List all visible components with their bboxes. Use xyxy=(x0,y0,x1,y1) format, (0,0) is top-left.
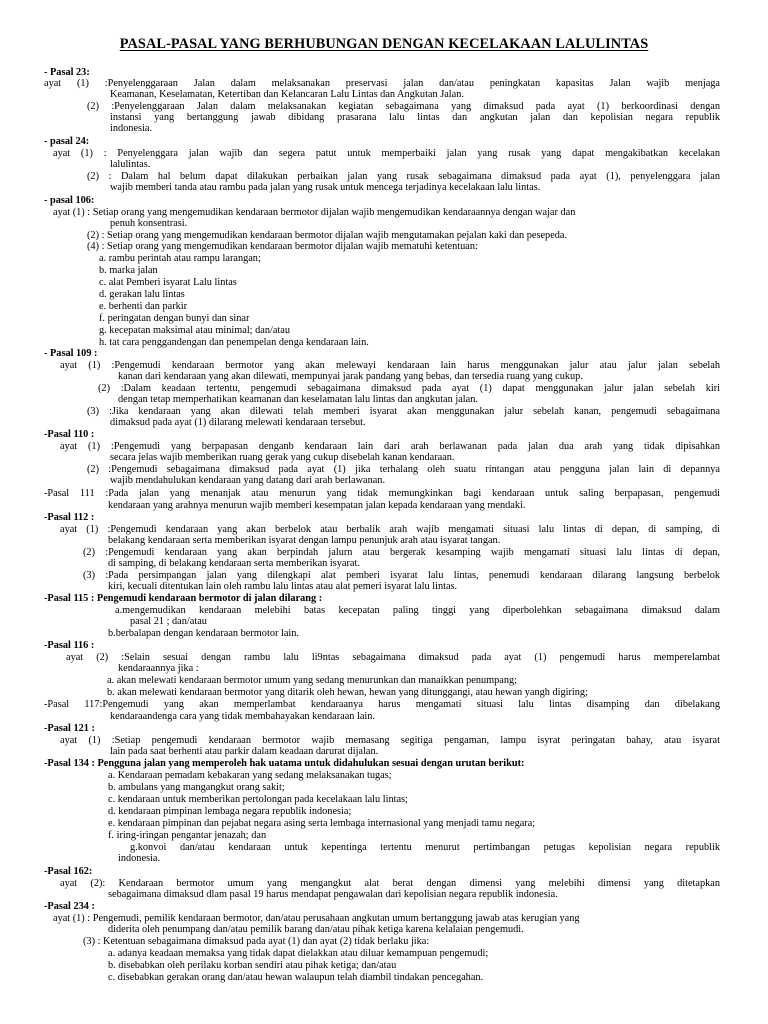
document-line: kanan dari kendaraan yang akan dilewati, mempunyai jarak pandang yang bebas, dan tersedia ruang yang cukup. xyxy=(118,371,583,382)
document-line: wajib memberi tanda atau rambu pada jalan yang rusak untuk mencega terjadinya kecelakaan lalu lintas. xyxy=(110,182,541,193)
document-line: c. alat Pemberi isyarat Lalu lintas xyxy=(99,277,237,288)
document-line: ayat (1) :Pengemudi kendaraan bermotor yang akan melewayi kendaraan lain harus menggunakan jalur atau jalur jalan sebelah xyxy=(60,360,720,371)
document-line: a. adanya keadaan memaksa yang tidak dapat dielakkan atau diluar kemampuan pengemudi; xyxy=(108,948,489,959)
document-line: sebagaimana dimaksud dlam pasal 19 harus mendapat pengawalan dari kepolisian negara republik indonesia. xyxy=(108,889,558,900)
document-line: ayat (1) :Setiap pengemudi kendaraan bermotor wajib memasang segitiga pengaman, lampu isyrat peringatan bahay, atau isyarat xyxy=(60,735,720,746)
document-line: dimaksud pada ayat (1) dilarang melewati kendaraan tersebut. xyxy=(110,417,366,428)
document-line: ayat (1) :Penyelenggaraan Jalan dalam melaksanakan preservasi jalan dan/atau peningkatan kapasitas Jalan wajib menjaga xyxy=(44,78,720,89)
document-line: (3) : Ketentuan sebagaimana dimaksud pada ayat (1) dan ayat (2) tidak berlaku jika: xyxy=(83,936,430,947)
article-heading: - Pasal 23: xyxy=(44,67,90,78)
article-heading: - pasal 24: xyxy=(44,136,90,147)
document-line: belakang kendaraan serta memberikan isyarat dengan lampu penunjuk arah atau isyarat tangan. xyxy=(108,535,501,546)
document-line: pasal 21 ; dan/atau xyxy=(130,616,207,627)
document-line: f. peringatan dengan bunyi dan sinar xyxy=(99,313,250,324)
document-line: (3) :Pada persimpangan jalan yang dilengkapi alat pemberi isyarat lalu lintas, penemudi kendaraan dilarang langsung berbelok xyxy=(83,570,720,581)
document-line: c. disebabkan gerakan orang dan/atau hewan walaupun telah diambil tindakan pencegahan. xyxy=(108,972,484,983)
article-heading: -Pasal 121 : xyxy=(44,723,95,734)
document-line: kendaraannya jika : xyxy=(118,663,199,674)
document-line: indonesia. xyxy=(118,853,161,864)
document-line: lain pada saat berhenti atau parkir dalam keadaan darurat dijalan. xyxy=(110,746,379,757)
document-line: ayat (2) :Selain sesuai dengan rambu lalu li9ntas sebagaimana dimaksud pada ayat (1) pengemudi harus memperelambat xyxy=(66,652,720,663)
document-line: b. marka jalan xyxy=(99,265,158,276)
document-line: ayat (1) :Pengemudi yang berpapasan denganb kendaraan lain dari arah berlawanan pada jalan dua arah yang tidak dipisahkan xyxy=(60,441,720,452)
document-line: g.konvoi dan/atau kendaraan untuk kepentinga tertentu menurut pertimbangan petugas kepolisian negara republik xyxy=(130,842,720,853)
document-title: PASAL-PASAL YANG BERHUBUNGAN DENGAN KECELAKAAN LALULINTAS xyxy=(119,36,649,52)
article-heading: -Pasal 116 : xyxy=(44,640,95,651)
document-line: penuh konsentrasi. xyxy=(110,218,188,229)
document-line: h. tat cara penggandengan dan penempelan denga kendaraan lain. xyxy=(99,337,369,348)
document-line: b. disebabkan oleh perilaku korban sendiri atau pihak ketiga; dan/atau xyxy=(108,960,397,971)
document-line: indonesia. xyxy=(110,123,153,134)
document-line: e. kendaraan pimpinan dan pejabat negara asing serta lembaga internasional yang menjadi tamu negara; xyxy=(108,818,536,829)
document-line: ayat (2): Kendaraan bermotor umum yang mengangkut alat berat dengan dimensi yang melebihi dimensi yang ditetapkan xyxy=(60,878,720,889)
document-line: (2) :Penyelenggaraan Jalan dalam melaksanakan kegiatan sebagaimana yang dimaksud pada ayat (1) berkoordinasi dengan xyxy=(87,101,720,112)
article-heading: -Pasal 134 : Pengguna jalan yang memperoleh hak uatama untuk didahulukan sesuai dengan urutan berikut: xyxy=(44,758,525,769)
document-line: secara jelas wajib memberikan ruang gerak yang cukup disebelah kanan kendaraan. xyxy=(110,452,455,463)
document-line: d. gerakan lalu lintas xyxy=(99,289,185,300)
document-line: lalulintas. xyxy=(110,159,151,170)
document-line: dengan tetap memperhatikan keamanan dan keselamatan lalu lintas dan angkutan jalan. xyxy=(118,394,478,405)
document-line: kiri, kecuali ditentukan lain oleh rambu lalu lintas atau alat pemeri isyarat lalu lintas. xyxy=(108,581,458,592)
document-line: instansi yang bertanggung jawab dibidang prasarana lalu lintas dan angkutan jalan dan kepolisian negara republik xyxy=(110,112,720,123)
article-heading: -Pasal 234 : xyxy=(44,901,95,912)
document-line: f. iring-iringan pengantar jenazah; dan xyxy=(108,830,267,841)
document-line: Keamanan, Keselamatan, Ketertiban dan Kelancaran Lalu Lintas dan Angkutan Jalan. xyxy=(110,89,464,100)
article-heading: - Pasal 109 : xyxy=(44,348,98,359)
article-heading: -Pasal 162: xyxy=(44,866,93,877)
document-line: (2) :Dalam keadaan tertentu, pengemudi sebagaimana dimaksud pada ayat (1) dapat menggunakan jalur jalan sebelah kiri xyxy=(98,383,720,394)
article-heading: -Pasal 115 : Pengemudi kendaraan bermotor di jalan dilarang : xyxy=(44,593,323,604)
document-line: g. kecepatan maksimal atau minimal; dan/atau xyxy=(99,325,290,336)
document-line: (4) : Setiap orang yang mengemudikan kendaraan bermotor dijalan wajib mematuhi ketentuan: xyxy=(87,241,478,252)
document-line: kendaraan yang arahnya menurun wajib memberi kesempatan jalan kepada kendaraan yang mendaki. xyxy=(108,500,526,511)
document-line: e. berhenti dan parkir xyxy=(99,301,188,312)
article-heading: -Pasal 112 : xyxy=(44,512,95,523)
document-line: kendaraandenga cara yang tidak membahayakan kendaraan lain. xyxy=(110,711,376,722)
document-line: -Pasal 117:Pengemudi yang akan memperlambat kendaraanya harus mengamati situasi lalu lintas disamping dan dibelakang xyxy=(44,699,720,710)
document-line: (2) :Pengemudi sebagaimana dimaksud pada ayat (1) jika terhalang oleh suatu rintangan atau pengguna jalan lain di depannya xyxy=(87,464,720,475)
document-line: diderita oleh penumpang dan/atau pemilik barang dan/atau pihak ketiga karena kelalaian pengemudi. xyxy=(108,924,524,935)
document-line: c. kendaraan untuk memberikan pertolongan pada kecelakaan lalu lintas; xyxy=(108,794,408,805)
document-line: ayat (1) : Pengemudi, pemilik kendaraan bermotor, dan/atau perusahaan angkutan umum bertanggung jawab atas kerugian yang xyxy=(53,913,580,924)
document-line: a. rambu perintah atau rampu larangan; xyxy=(99,253,261,264)
document-line: -Pasal 111 :Pada jalan yang menanjak atau menurun yang tidak memungkinkan bagi kendaraan untuk saling berpapasan, pengemudi xyxy=(44,488,720,499)
document-line: wajib mendahulukan kendaraan yang datang dari arah berlawanan. xyxy=(110,475,386,486)
document-line: b.berbalapan dengan kendaraan bermotor lain. xyxy=(108,628,299,639)
document-line: (2) : Setiap orang yang mengemudikan kendaraan bermotor dijalan wajib mengutamakan pejalan kaki dan pesepeda. xyxy=(87,230,568,241)
article-heading: -Pasal 110 : xyxy=(44,429,95,440)
document-line: a. Kendaraan pemadam kebakaran yang sedang melaksanakan tugas; xyxy=(108,770,392,781)
document-line: a.mengemudikan kendaraan melebihi batas kecepatan paling tinggi yang diperbolehkan sebagaimana dimaksud dalam xyxy=(115,605,720,616)
document-line: di samping, di belakang kendaraan serta memberikan isyarat. xyxy=(108,558,360,569)
document-line: (2) : Dalam hal belum dapat dilakukan perbaikan jalan yang rusak sebagaimana dimaksud pada ayat (1), penyelenggara jalan xyxy=(87,171,720,182)
document-line: b. ambulans yang mangangkut orang sakit; xyxy=(108,782,285,793)
document-line: b. akan melewati kendaraan bermotor yang ditarik oleh hewan, hewan yang ditunggangi, atau hewan yangh digiring; xyxy=(107,687,588,698)
document-line: d. kendaraan pimpinan lembaga negara republik indonesia; xyxy=(108,806,352,817)
document-line: a. akan melewati kendaraan bermotor umum yang sedang menurunkan dan manaikkan penumpang; xyxy=(107,675,518,686)
document-line: ayat (1) : Setiap orang yang mengemudikan kendaraan bermotor dijalan wajib mengemudikan kendaraannya dengan wajar dan xyxy=(53,207,576,218)
document-line: ayat (1) : Penyelenggara jalan wajib dan segera patut untuk memperbaiki jalan yang rusak yang dapat mengakibatkan kecelakan xyxy=(53,148,720,159)
document-line: (3) :Jika kendaraan yang akan dilewati telah memberi isyarat akan menggunakan jalur sebelah kanan, pengemudi sebagaimana xyxy=(87,406,720,417)
article-heading: - pasal 106: xyxy=(44,195,95,206)
document-line: ayat (1) :Pengemudi kendaraan yang akan berbelok atau berbalik arah wajib mengamati situasi lalu lintas di depan, di samping, di xyxy=(60,524,720,535)
document-line: (2) :Pengemudi kendaraan yang akan berpindah jalurn atau bergerak kesamping wajib mengamati situasi lalu lintas di depan, xyxy=(83,547,720,558)
